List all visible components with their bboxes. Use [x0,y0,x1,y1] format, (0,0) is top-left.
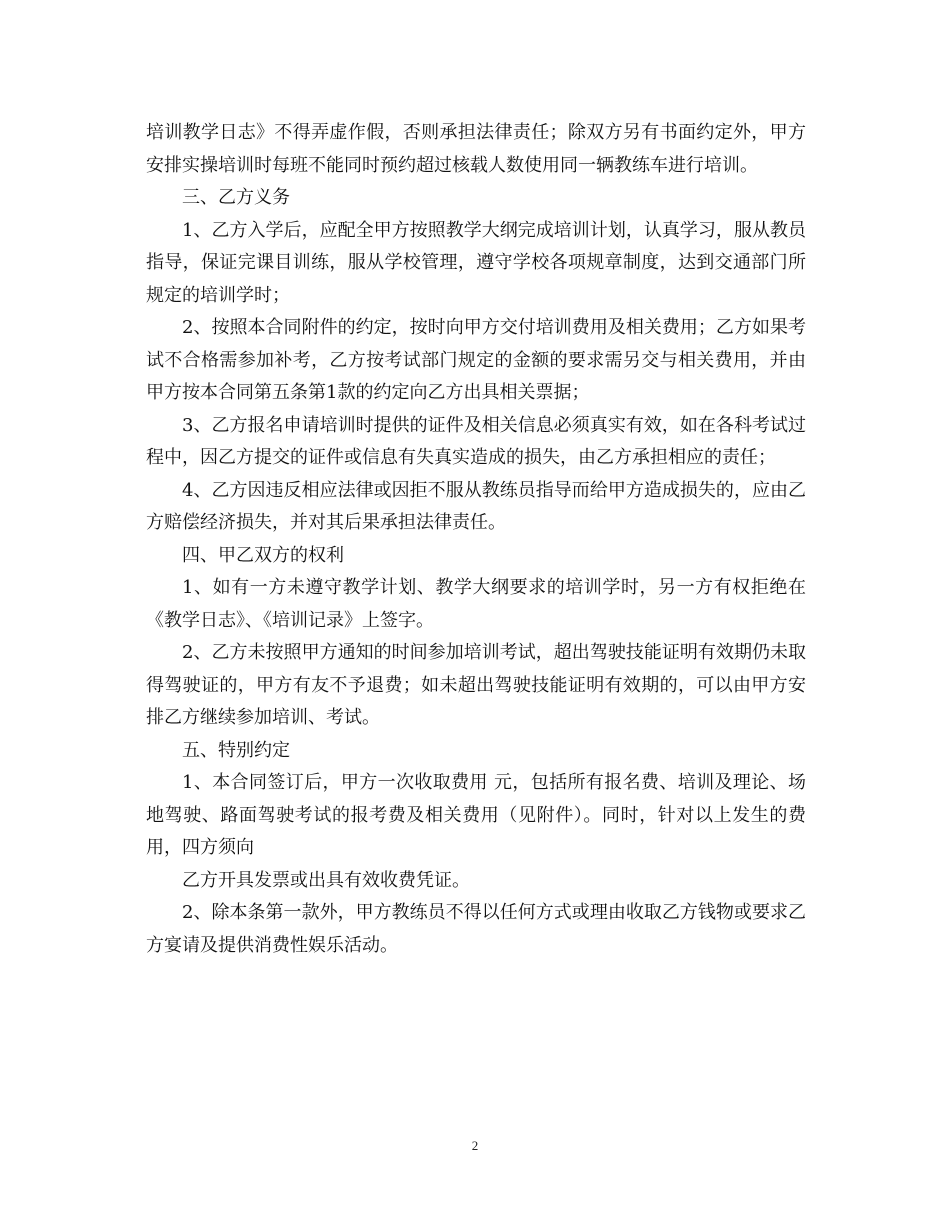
paragraph-obligation-3: 3、乙方报名申请培训时提供的证件及相关信息必须真实有效，如在各科考试过程中，因乙方提交的证件或信息有失真实造成的损失，由乙方承担相应的责任； [146,414,806,468]
paragraph-right-1: 1、如有一方未遵守教学计划、教学大纲要求的培训学时，另一方有权拒绝在《教学日志》、《培训记录》上签字。 [146,577,806,631]
section-heading-special-terms: 五、特别约定 [182,739,290,761]
paragraph-continuation: 培训教学日志》不得弄虚作假，否则承担法律责任；除双方另有书面约定外，甲方安排实操培训时每班不能同时预约超过核载人数使用同一辆教练车进行培训。 [146,122,806,176]
document-body [146,117,806,962]
paragraph-right-2: 2、乙方未按照甲方通知的时间参加培训考试，超出驾驶技能证明有效期仍未取得驾驶证的，甲方有友不予退费；如未超出驾驶技能证明有效期的，可以由甲方安排乙方继续参加培训、考试。 [146,642,806,728]
paragraph-obligation-4: 4、乙方因违反相应法律或因拒不服从教练员指导而给甲方造成损失的，应由乙方赔偿经济损失，并对其后果承担法律责任。 [146,479,806,533]
page-number: 2 [471,1138,479,1153]
paragraph-special-1-continued: 乙方开具发票或出具有效收费凭证。 [182,869,470,891]
paragraph-obligation-1: 1、乙方入学后，应配全甲方按照教学大纲完成培训计划，认真学习，服从教员指导，保证完课目训练，服从学校管理，遵守学校各项规章制度，达到交通部门所规定的培训学时； [146,219,806,306]
section-heading-rights: 四、甲乙双方的权利 [182,544,344,566]
paragraph-obligation-2: 2、按照本合同附件的约定，按时向甲方交付培训费用及相关费用；乙方如果考试不合格需参加补考，乙方按考试部门规定的金额的要求需另交与相关费用，并由甲方按本合同第五条第1款的约定向乙方出具相关票据； [146,317,806,403]
section-heading-party-b-obligations: 三、乙方义务 [182,187,290,208]
paragraph-special-2: 2、除本条第一款外，甲方教练员不得以任何方式或理由收取乙方钱物或要求乙方宴请及提供消费性娱乐活动。 [146,902,806,956]
paragraph-special-1: 1、本合同签订后，甲方一次收取费用 元，包括所有报名费、培训及理论、场地驾驶、路面驾驶考试的报考费及相关费用（见附件）。同时，针对以上发生的费用，四方须向 [146,772,806,858]
